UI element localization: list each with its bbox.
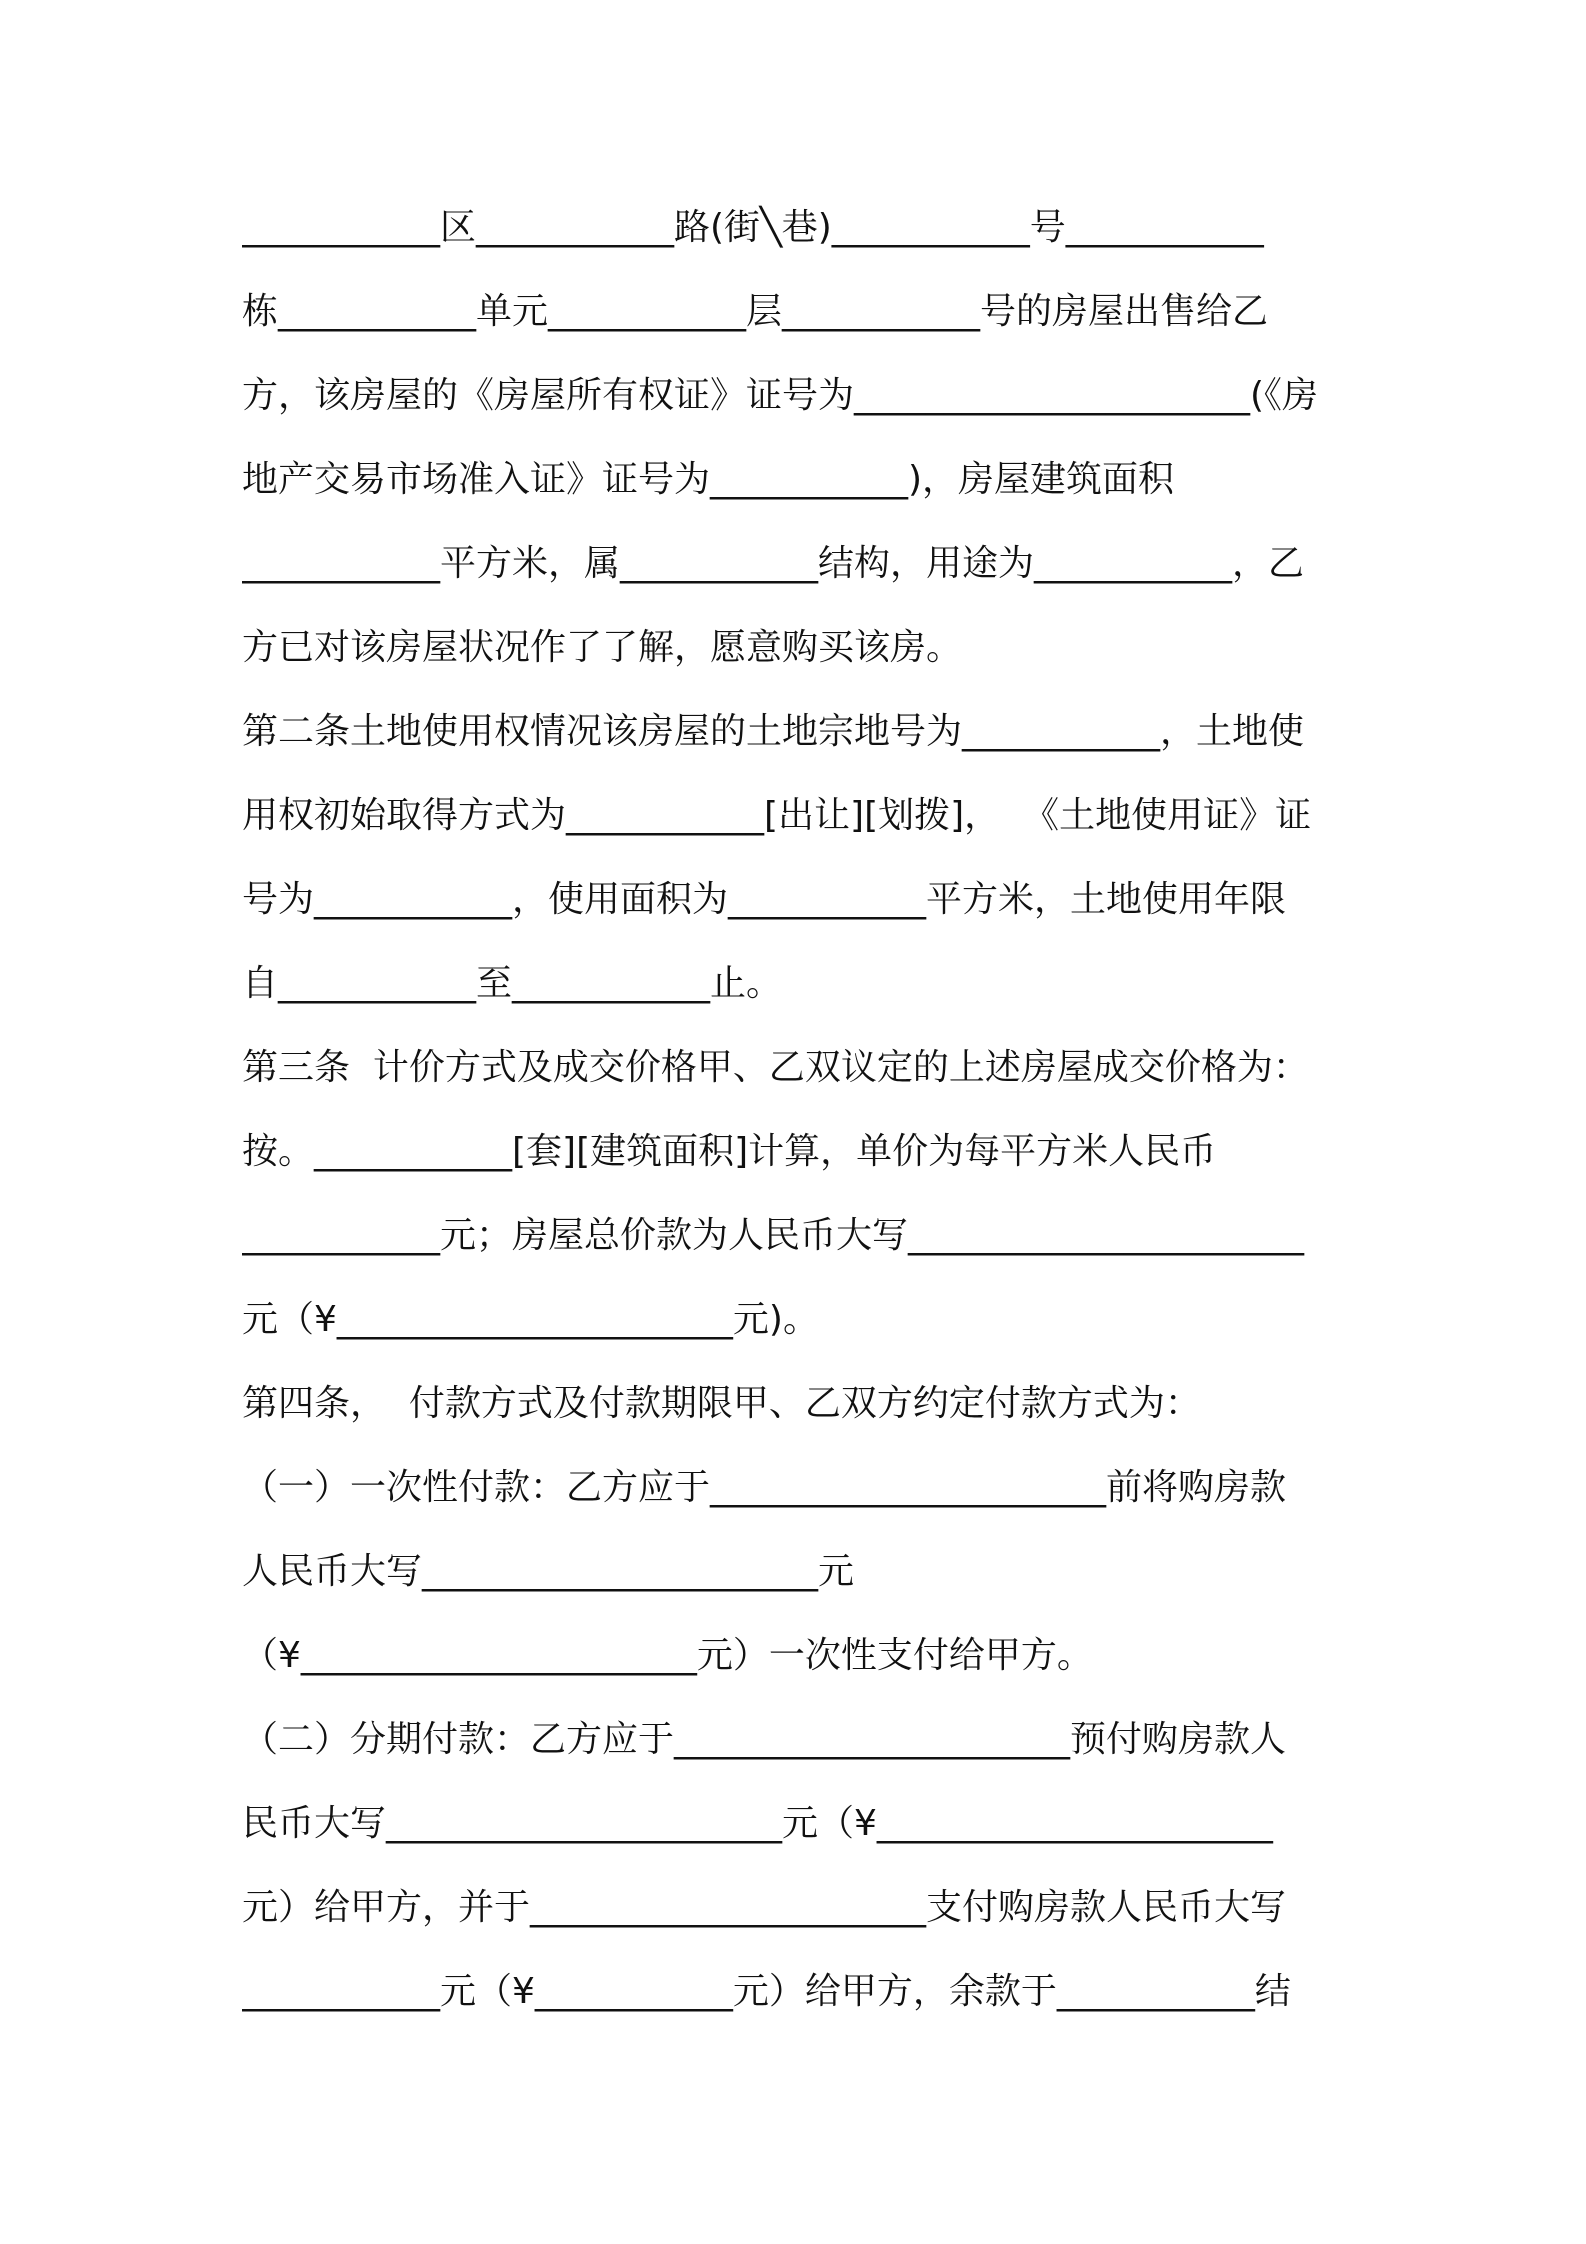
text-line: ___________平方米，属___________结构，用途为___________，乙 (242, 543, 1305, 584)
text-line: 号为___________，使用面积为___________平方米，土地使用年限 (242, 879, 1287, 920)
text-line: 地产交易市场准入证》证号为___________)，房屋建筑面积 (242, 459, 1175, 500)
text-line: 人民币大写______________________元 (242, 1551, 855, 1592)
text-line: ___________元；房屋总价款为人民币大写______________________ (242, 1215, 1305, 1256)
text-line: 第三条 计价方式及成交价格甲、乙双议定的上述房屋成交价格为： (242, 1047, 1309, 1088)
text-line: 民币大写______________________元（¥______________________ (242, 1803, 1273, 1844)
text-line: 方已对该房屋状况作了了解，愿意购买该房。 (242, 627, 963, 668)
text-line: 第二条土地使用权情况该房屋的土地宗地号为___________，土地使 (242, 711, 1305, 752)
text-line: （二）分期付款：乙方应于______________________预付购房款人 (242, 1719, 1287, 1760)
text-line: 元（¥______________________元)。 (242, 1299, 819, 1340)
text-line: 用权初始取得方式为___________[出让][划拨]， 《土地使用证》证 (242, 795, 1312, 836)
text-line: 自___________至___________止。 (242, 963, 782, 1004)
text-line: （¥______________________元）一次性支付给甲方。 (242, 1635, 1093, 1676)
text-line: 元）给甲方，并于______________________支付购房款人民币大写 (242, 1887, 1287, 1928)
text-line: ___________元（¥___________元）给甲方，余款于___________结 (242, 1971, 1291, 2012)
text-line: （一）一次性付款：乙方应于______________________前将购房款 (242, 1467, 1287, 1508)
text-line: 方，该房屋的《房屋所有权证》证号为______________________(《房 (242, 375, 1319, 416)
text-line: 第四条， 付款方式及付款期限甲、乙双方约定付款方式为： (242, 1383, 1201, 1424)
text-line: 栋___________单元___________层___________号的房屋出售给乙 (242, 291, 1269, 332)
text-line: ___________区___________路(街╲巷)___________号___________ (242, 207, 1264, 248)
text-line: 按。___________[套][建筑面积]计算，单价为每平方米人民币 (242, 1131, 1217, 1172)
